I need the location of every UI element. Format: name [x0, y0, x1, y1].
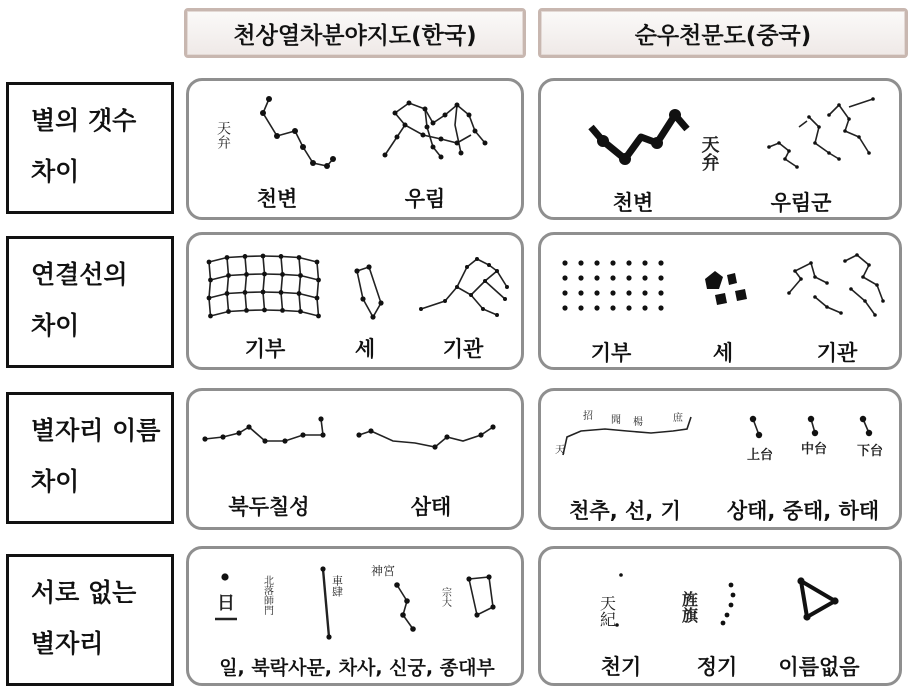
grid-line — [211, 276, 229, 281]
caption: 세 — [354, 337, 376, 361]
star-dot — [562, 260, 567, 265]
jigwan-figure — [417, 251, 517, 327]
star-dot — [243, 290, 248, 295]
star-dot — [208, 314, 213, 319]
row-label-line: 별자리 — [31, 629, 104, 658]
star-dot — [642, 260, 647, 265]
grid-line — [299, 294, 317, 299]
star-dot — [562, 275, 567, 280]
grid-line — [281, 256, 283, 274]
grid-line — [317, 298, 319, 316]
tianbian-glyph: 天弁 — [215, 121, 231, 149]
caption: 우림 — [404, 187, 446, 211]
caption: 천추, 선, 기 — [569, 499, 681, 523]
grid-line — [227, 276, 229, 294]
star-dot — [578, 275, 583, 280]
star-dot — [244, 272, 249, 277]
star-dot — [578, 290, 583, 295]
star-dot — [225, 291, 230, 296]
star-dot — [280, 308, 285, 313]
grid-line — [317, 280, 319, 298]
star-dot — [642, 290, 647, 295]
star-name-glyph: 招 — [583, 411, 593, 422]
grid-line — [245, 256, 247, 274]
star-dot — [297, 291, 302, 296]
santai-figure — [353, 417, 503, 467]
tianbian-glyph: 天弁 — [698, 135, 720, 171]
grid-line — [227, 258, 229, 276]
yulin-group-figure — [749, 97, 879, 177]
tianbian-figure — [217, 91, 337, 176]
tianji-figure — [593, 569, 653, 639]
grid-line — [209, 294, 227, 299]
row-label-connection-lines — [6, 236, 174, 368]
grid-line — [299, 258, 317, 263]
caption: 이름없음 — [778, 655, 860, 679]
china-panel-missing-constellations — [538, 546, 902, 686]
star-dot — [316, 278, 321, 283]
grid-line — [283, 310, 301, 311]
jibu-grid-figure — [205, 253, 321, 319]
star-dot — [225, 255, 230, 260]
star-dot — [658, 275, 663, 280]
star-name-glyph: 下台 — [857, 444, 884, 459]
star-name-glyph: 日 — [217, 593, 235, 614]
star-dot — [658, 260, 663, 265]
row-label-line: 별의 갯수 — [31, 106, 137, 135]
korea-header: 천상열차분야지도(한국) — [184, 8, 526, 58]
star-dot — [562, 290, 567, 295]
tianshu-xuan-ji-figure — [553, 407, 703, 467]
big-dipper-figure — [199, 413, 329, 463]
row-label-line: 차이 — [31, 311, 80, 340]
se-figure — [351, 263, 391, 323]
row-label-line: 차이 — [31, 157, 80, 186]
ri-figure — [211, 569, 241, 639]
china-panel-connection-lines — [538, 232, 902, 370]
grid-line — [301, 312, 319, 317]
star-dot — [262, 272, 267, 277]
star-dot — [594, 290, 599, 295]
grid-line — [263, 274, 265, 292]
grid-line — [227, 256, 245, 257]
grid-line — [209, 298, 211, 316]
row-label-line: 연결선의 — [31, 260, 128, 289]
china-panel-constellation-names — [538, 388, 902, 530]
caption: 정기 — [696, 655, 738, 679]
star-dot — [261, 290, 266, 295]
grid-line — [299, 276, 301, 294]
star-dot — [244, 308, 249, 313]
shengong-figure — [367, 561, 427, 641]
row-label-line: 서로 없는 — [31, 578, 137, 607]
unnamed-figure — [795, 573, 845, 623]
star-dot — [279, 290, 284, 295]
star-dot — [610, 275, 615, 280]
star-dot — [316, 314, 321, 319]
caption: 세 — [712, 341, 734, 365]
caption: 우림군 — [770, 191, 832, 215]
grid-line — [281, 274, 283, 292]
korea-panel-connection-lines — [186, 232, 524, 370]
korea-panel-missing-constellations — [186, 546, 524, 686]
zongdaefu-figure — [439, 571, 503, 641]
beiluo-shimen-figure — [259, 561, 289, 641]
star-dot — [207, 260, 212, 265]
star-name-glyph: 聞 — [611, 415, 621, 426]
row-label-constellation-names — [6, 392, 174, 524]
grid-line — [299, 258, 301, 276]
grid-line — [283, 274, 301, 275]
star-dot — [279, 254, 284, 259]
china-header: 순우천문도(중국) — [538, 8, 908, 58]
star-name-glyph: 神宮 — [371, 564, 396, 578]
star-dot — [642, 275, 647, 280]
star-dot — [298, 309, 303, 314]
star-dot — [610, 305, 615, 310]
star-dot — [642, 305, 647, 310]
star-dot — [226, 273, 231, 278]
star-dot — [626, 260, 631, 265]
star-dot — [594, 260, 599, 265]
caption: 천변 — [256, 187, 298, 211]
star-dot — [562, 305, 567, 310]
star-dot — [280, 272, 285, 277]
caption: 북두칠성 — [228, 495, 310, 519]
star-dot — [610, 290, 615, 295]
star-dot — [578, 260, 583, 265]
grid-line — [245, 292, 247, 310]
caption: 일, 북락사문, 차사, 신궁, 종대부 — [219, 657, 495, 679]
caption: 기부 — [590, 341, 632, 365]
korea-panel-constellation-names — [186, 388, 524, 530]
star-dot — [298, 273, 303, 278]
row-label-line: 차이 — [31, 467, 80, 496]
star-dot — [261, 254, 266, 259]
star-dot — [626, 305, 631, 310]
caption: 천변 — [612, 191, 654, 215]
star-dot — [658, 290, 663, 295]
star-name-glyph: 宗大 — [439, 587, 451, 607]
star-dot — [594, 305, 599, 310]
caption: 삼태 — [410, 495, 452, 519]
se-figure — [701, 267, 751, 307]
grid-line — [209, 262, 211, 280]
star-dot — [243, 254, 248, 259]
star-name-glyph: 旌旗 — [679, 591, 699, 623]
caption: 기관 — [442, 337, 484, 361]
caption: 상태, 중태, 하태 — [726, 499, 880, 523]
row-label-line: 별자리 이름 — [31, 416, 161, 445]
star-name-glyph: 中台 — [801, 442, 828, 457]
star-dot — [315, 260, 320, 265]
star-dot — [297, 255, 302, 260]
grid-line — [227, 294, 229, 312]
star-dot — [578, 305, 583, 310]
jibu-dots-figure — [559, 257, 671, 317]
grid-line — [209, 280, 211, 298]
three-steps-figure — [739, 413, 899, 473]
grid-line — [245, 274, 247, 292]
star-dot — [208, 278, 213, 283]
star-name-glyph: 庶 — [673, 413, 683, 424]
star-dot — [626, 290, 631, 295]
chesi-figure — [313, 563, 353, 639]
jigwan-figure — [785, 249, 889, 329]
grid-line — [209, 258, 227, 263]
grid-line — [299, 294, 301, 312]
grid-line — [263, 292, 265, 310]
star-name-glyph: 車肆 — [330, 575, 344, 597]
star-dot — [610, 260, 615, 265]
star-dot — [626, 275, 631, 280]
star-name-glyph: 北落師門 — [261, 575, 273, 615]
grid-line — [281, 292, 283, 310]
row-label-star-count — [6, 82, 174, 214]
star-dot — [207, 296, 212, 301]
star-name-glyph: 天 — [555, 445, 565, 456]
star-name-glyph: 天紀 — [597, 595, 617, 627]
grid-line — [301, 276, 319, 281]
row-label-missing-constellations — [6, 554, 174, 686]
grid-line — [263, 256, 265, 274]
grid-line — [281, 256, 299, 257]
caption: 천기 — [600, 655, 642, 679]
star-name-glyph: 楊 — [633, 417, 643, 428]
star-dot — [226, 309, 231, 314]
yulin-figure — [375, 95, 495, 170]
grid-line — [229, 310, 247, 311]
korea-panel-star-count — [186, 78, 524, 220]
china-panel-star-count — [538, 78, 902, 220]
caption: 기부 — [244, 337, 286, 361]
jingqi-figure — [681, 569, 751, 639]
star-dot — [594, 275, 599, 280]
caption: 기관 — [816, 341, 858, 365]
star-dot — [262, 308, 267, 313]
star-dot — [658, 305, 663, 310]
star-name-glyph: 上台 — [747, 448, 774, 463]
grid-line — [317, 262, 319, 280]
grid-line — [227, 292, 245, 293]
grid-line — [211, 312, 229, 317]
star-dot — [315, 296, 320, 301]
grid-line — [229, 274, 247, 275]
grid-line — [281, 292, 299, 293]
tianbian-figure — [583, 97, 723, 177]
